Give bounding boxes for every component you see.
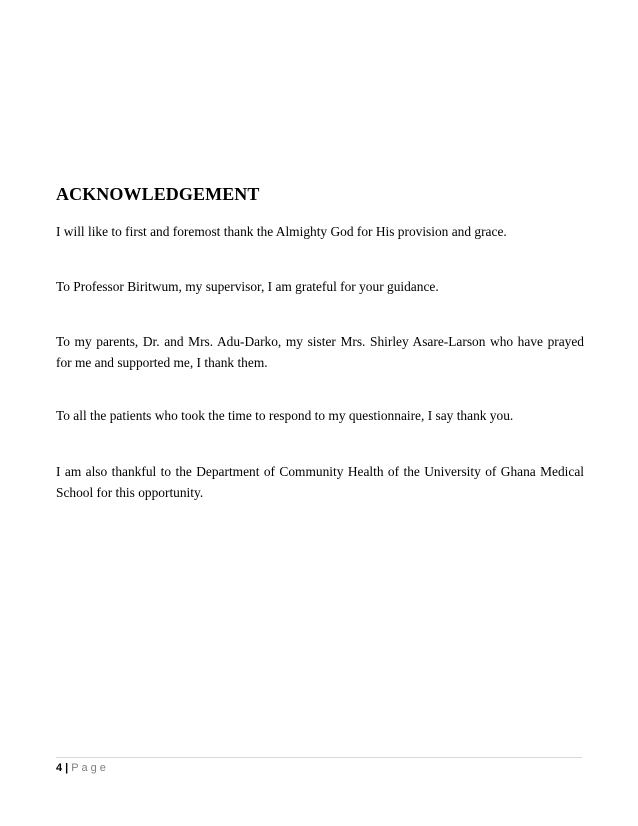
footer-divider bbox=[56, 757, 582, 758]
footer-separator: | bbox=[65, 762, 69, 774]
page-footer bbox=[56, 762, 109, 774]
page-number: 4 bbox=[56, 762, 63, 774]
page-label: Page bbox=[71, 762, 109, 774]
page-heading: ACKNOWLEDGEMENT bbox=[56, 184, 260, 204]
paragraph-thanks-god: I will like to first and foremost thank the Almighty God for His provision and grace. bbox=[56, 224, 507, 239]
paragraph-thanks-patients: To all the patients who took the time to respond to my questionnaire, I say thank you. bbox=[56, 408, 514, 423]
paragraph-thanks-supervisor: To Professor Biritwum, my supervisor, I am grateful for your guidance. bbox=[56, 279, 439, 294]
paragraph-thanks-department: I am also thankful to the Department of Community Health of the University of Ghana Medical School for this opportunity. bbox=[56, 464, 584, 500]
paragraph-thanks-family: To my parents, Dr. and Mrs. Adu-Darko, my sister Mrs. Shirley Asare-Larson who have prayed for me and supported me, I thank them. bbox=[56, 334, 584, 370]
